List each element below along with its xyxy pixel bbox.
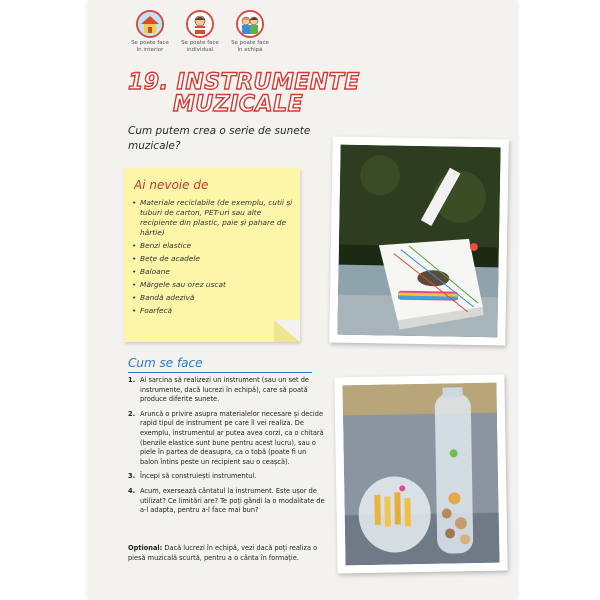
list-item: • Materiale reciclabile (de exemplu, cutii și tuburi de carton, PET-uri sau alte recipiente din plastic, paie și pahare de hârtie)	[132, 198, 296, 238]
step-text: Ai sarcina să realizezi un instrument (sau un set de instrumente, dacă lucrezi în echipă), care să poată produce diferite sunete.	[140, 376, 309, 404]
list-item: 3. Începi să construiești instrumentul.	[128, 472, 257, 481]
badge-individual	[178, 10, 222, 54]
materials-list	[132, 198, 296, 319]
cardboard-guitar-photo	[329, 136, 509, 345]
page-title	[128, 72, 360, 116]
team-icon	[236, 10, 264, 38]
optional-note	[128, 544, 326, 563]
steps-list	[128, 376, 326, 521]
title-line-1: 19. INSTRUMENTE	[128, 70, 360, 95]
title-line-2: MUZICALE	[173, 92, 304, 117]
list-item: 1. Ai sarcina să realizezi un instrument (sau un set de instrumente, dacă lucrezi în echipă), care să poată produce diferite sunete.	[128, 376, 309, 404]
step-text: Aruncă o privire asupra materialelor necesare și decide rapid tipul de instrument pe care îl vei realiza. De exemplu, instrumentul ar putea avea corzi, ca o chitară (benzile elastice sunt bune pentru acest lucru), sau o piele în partea de deasupra, ca o tobă (poate fi un balon întins peste un recipient sau o ceașcă).	[140, 409, 324, 466]
materials-heading: Ai nevoie de	[134, 178, 209, 192]
list-item: • Mărgele sau orez uscat	[132, 280, 296, 290]
optional-label: Optional:	[128, 544, 163, 552]
heading-underline	[128, 372, 312, 373]
activity-badges	[128, 10, 272, 54]
step-text: Începi să construiești instrumentul.	[140, 472, 257, 481]
steps-heading: Cum se face	[128, 356, 203, 370]
list-item: • Baloane	[132, 267, 296, 277]
optional-text: Dacă lucrezi în echipă, vezi dacă poți realiza o piesă muzicală scurtă, pentru a o cânta în formație.	[128, 544, 318, 562]
list-item: 2. Aruncă o privire asupra materialelor necesare și decide rapid tipul de instrument pe care îl vei realiza. De exemplu, instrumentul ar putea avea corzi, ca o chitară (benzile elastice sunt bune pentru acest lucru), sau o piele în partea de deasupra, ca o tobă (poate fi un balon întins peste un recipient sau o ceașcă).	[128, 409, 324, 466]
badge-label: Se poate face în interior	[131, 40, 169, 53]
materials-note	[124, 168, 300, 342]
badge-label: Se poate face individual	[181, 40, 219, 53]
note-fold	[274, 320, 300, 342]
guiding-question: Cum putem crea o serie de sunete muzicale?	[128, 125, 311, 152]
house-icon	[136, 10, 164, 38]
badge-indoor	[128, 10, 172, 54]
bottle-shakers-photo	[334, 375, 507, 574]
list-item: • Bandă adezivă	[132, 293, 296, 303]
list-item: • Foarfecă	[132, 306, 296, 316]
child-icon	[186, 10, 214, 38]
list-item: 4. Acum, exersează cântatul la instrument. Este ușor de utilizat? Ce limitări are? Te poți gândi la o modalitate de a-l adapta, pentru a-l face mai bun?	[128, 486, 325, 515]
list-item: • Bețe de acadele	[132, 254, 296, 264]
badge-label: Se poate face în echipă	[231, 40, 269, 53]
badge-team	[228, 10, 272, 54]
list-item: • Benzi elastice	[132, 241, 296, 251]
step-text: Acum, exersează cântatul la instrument. Este ușor de utilizat? Ce limitări are? Te poți gândi la o modalitate de a-l adapta, pentru a-l face mai bun?	[140, 486, 325, 515]
